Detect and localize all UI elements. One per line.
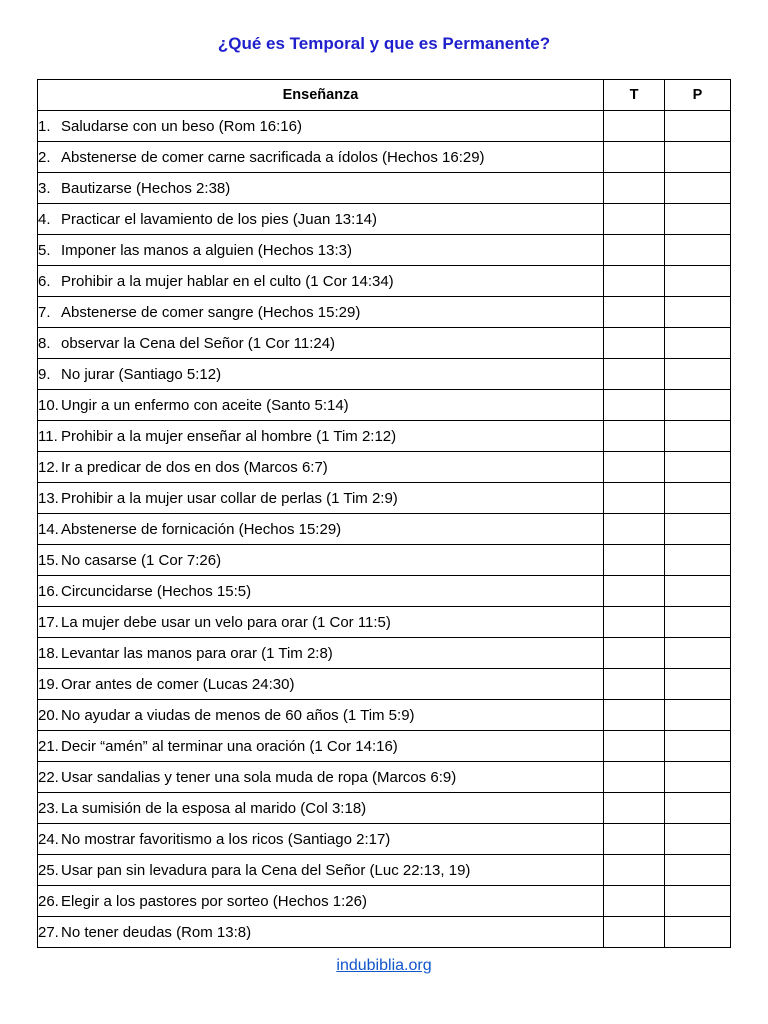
item-number: 12. bbox=[38, 458, 59, 476]
temporal-answer-cell[interactable] bbox=[604, 204, 665, 235]
item-number: 20. bbox=[38, 706, 59, 724]
table-row bbox=[38, 793, 731, 824]
item-text: Prohibir a la mujer hablar en el culto (1 Cor 14:34) bbox=[61, 272, 394, 290]
temporal-answer-cell[interactable] bbox=[604, 855, 665, 886]
item-number: 5. bbox=[38, 241, 51, 259]
item-text: Circuncidarse (Hechos 15:5) bbox=[61, 582, 252, 600]
header-permanent: P bbox=[665, 80, 731, 111]
item-text: No casarse (1 Cor 7:26) bbox=[61, 551, 222, 569]
item-text: Levantar las manos para orar (1 Tim 2:8) bbox=[61, 644, 333, 662]
item-text: Abstenerse de fornicación (Hechos 15:29) bbox=[61, 520, 342, 538]
teaching-cell bbox=[38, 669, 604, 700]
teaching-cell bbox=[38, 514, 604, 545]
item-text: No ayudar a viudas de menos de 60 años (1 Tim 5:9) bbox=[61, 706, 415, 724]
table-body bbox=[38, 111, 731, 948]
permanent-answer-cell[interactable] bbox=[665, 545, 731, 576]
permanent-answer-cell[interactable] bbox=[665, 452, 731, 483]
teaching-cell bbox=[38, 390, 604, 421]
temporal-answer-cell[interactable] bbox=[604, 917, 665, 948]
table-row bbox=[38, 762, 731, 793]
table-row bbox=[38, 855, 731, 886]
item-text: Elegir a los pastores por sorteo (Hechos 1:26) bbox=[61, 892, 367, 910]
table-row bbox=[38, 545, 731, 576]
item-number: 24. bbox=[38, 830, 59, 848]
temporal-answer-cell[interactable] bbox=[604, 607, 665, 638]
temporal-answer-cell[interactable] bbox=[604, 452, 665, 483]
temporal-answer-cell[interactable] bbox=[604, 700, 665, 731]
teaching-cell bbox=[38, 638, 604, 669]
item-text: Imponer las manos a alguien (Hechos 13:3) bbox=[61, 241, 352, 259]
teaching-cell bbox=[38, 762, 604, 793]
temporal-answer-cell[interactable] bbox=[604, 235, 665, 266]
table-row bbox=[38, 173, 731, 204]
item-number: 26. bbox=[38, 892, 59, 910]
temporal-answer-cell[interactable] bbox=[604, 576, 665, 607]
table-row bbox=[38, 421, 731, 452]
item-text: No mostrar favoritismo a los ricos (Santiago 2:17) bbox=[61, 830, 391, 848]
temporal-answer-cell[interactable] bbox=[604, 824, 665, 855]
page-title: ¿Qué es Temporal y que es Permanente? bbox=[217, 34, 551, 53]
item-text: observar la Cena del Señor (1 Cor 11:24) bbox=[61, 334, 336, 352]
item-number: 10. bbox=[38, 396, 59, 414]
teaching-cell bbox=[38, 328, 604, 359]
permanent-answer-cell[interactable] bbox=[665, 731, 731, 762]
table-header-row bbox=[38, 80, 731, 111]
table-row bbox=[38, 607, 731, 638]
temporal-answer-cell[interactable] bbox=[604, 359, 665, 390]
table-row bbox=[38, 297, 731, 328]
table-row bbox=[38, 142, 731, 173]
table-row bbox=[38, 235, 731, 266]
table-row bbox=[38, 917, 731, 948]
item-text: Prohibir a la mujer enseñar al hombre (1 Tim 2:12) bbox=[61, 427, 397, 445]
item-number: 6. bbox=[38, 272, 51, 290]
permanent-answer-cell[interactable] bbox=[665, 359, 731, 390]
table-row bbox=[38, 359, 731, 390]
temporal-answer-cell[interactable] bbox=[604, 483, 665, 514]
temporal-answer-cell[interactable] bbox=[604, 762, 665, 793]
teaching-cell bbox=[38, 266, 604, 297]
item-number: 11. bbox=[38, 427, 58, 445]
permanent-answer-cell[interactable] bbox=[665, 886, 731, 917]
permanent-answer-cell[interactable] bbox=[665, 793, 731, 824]
permanent-answer-cell[interactable] bbox=[665, 824, 731, 855]
item-text: Ir a predicar de dos en dos (Marcos 6:7) bbox=[61, 458, 328, 476]
teaching-cell bbox=[38, 793, 604, 824]
teaching-cell bbox=[38, 142, 604, 173]
item-number: 2. bbox=[38, 148, 51, 166]
item-text: Practicar el lavamiento de los pies (Juan 13:14) bbox=[61, 210, 377, 228]
temporal-answer-cell[interactable] bbox=[604, 390, 665, 421]
teaching-cell bbox=[38, 700, 604, 731]
table-row bbox=[38, 452, 731, 483]
item-text: Usar pan sin levadura para la Cena del Señor (Luc 22:13, 19) bbox=[61, 861, 471, 879]
temporal-answer-cell[interactable] bbox=[604, 111, 665, 142]
teaching-cell bbox=[38, 917, 604, 948]
table-row bbox=[38, 669, 731, 700]
table-row bbox=[38, 638, 731, 669]
footer-link[interactable]: indubiblia.org bbox=[336, 957, 432, 974]
item-number: 4. bbox=[38, 210, 51, 228]
permanent-answer-cell[interactable] bbox=[665, 111, 731, 142]
permanent-answer-cell[interactable] bbox=[665, 514, 731, 545]
item-text: Usar sandalias y tener una sola muda de ropa (Marcos 6:9) bbox=[61, 768, 457, 786]
item-number: 19. bbox=[38, 675, 59, 693]
item-number: 9. bbox=[38, 365, 51, 383]
header-temporal: T bbox=[604, 80, 665, 111]
permanent-answer-cell[interactable] bbox=[665, 762, 731, 793]
teaching-cell bbox=[38, 824, 604, 855]
temporal-answer-cell[interactable] bbox=[604, 638, 665, 669]
permanent-answer-cell[interactable] bbox=[665, 235, 731, 266]
item-text: La mujer debe usar un velo para orar (1 Cor 11:5) bbox=[61, 613, 391, 631]
item-number: 23. bbox=[38, 799, 59, 817]
table-row bbox=[38, 390, 731, 421]
permanent-answer-cell[interactable] bbox=[665, 607, 731, 638]
table-row bbox=[38, 204, 731, 235]
teaching-cell bbox=[38, 452, 604, 483]
permanent-answer-cell[interactable] bbox=[665, 576, 731, 607]
item-number: 16. bbox=[38, 582, 59, 600]
permanent-answer-cell[interactable] bbox=[665, 669, 731, 700]
item-text: Bautizarse (Hechos 2:38) bbox=[61, 179, 231, 197]
permanent-answer-cell[interactable] bbox=[665, 421, 731, 452]
temporal-answer-cell[interactable] bbox=[604, 328, 665, 359]
permanent-answer-cell[interactable] bbox=[665, 390, 731, 421]
footer bbox=[0, 957, 768, 975]
temporal-answer-cell[interactable] bbox=[604, 669, 665, 700]
item-text: La sumisión de la esposa al marido (Col 3:18) bbox=[61, 799, 367, 817]
permanent-answer-cell[interactable] bbox=[665, 483, 731, 514]
temporal-answer-cell[interactable] bbox=[604, 545, 665, 576]
item-text: Abstenerse de comer carne sacrificada a ídolos (Hechos 16:29) bbox=[61, 148, 485, 166]
teaching-cell bbox=[38, 545, 604, 576]
teaching-cell bbox=[38, 576, 604, 607]
teaching-cell bbox=[38, 111, 604, 142]
item-number: 27. bbox=[38, 923, 59, 941]
teaching-cell bbox=[38, 731, 604, 762]
item-number: 13. bbox=[38, 489, 59, 507]
item-number: 15. bbox=[38, 551, 59, 569]
table-row bbox=[38, 824, 731, 855]
temporal-answer-cell[interactable] bbox=[604, 297, 665, 328]
item-number: 1. bbox=[38, 117, 51, 135]
table-row bbox=[38, 731, 731, 762]
item-text: Prohibir a la mujer usar collar de perlas (1 Tim 2:9) bbox=[61, 489, 398, 507]
teaching-cell bbox=[38, 886, 604, 917]
temporal-answer-cell[interactable] bbox=[604, 173, 665, 204]
item-number: 14. bbox=[38, 520, 59, 538]
table-row bbox=[38, 514, 731, 545]
temporal-answer-cell[interactable] bbox=[604, 514, 665, 545]
item-number: 21. bbox=[38, 737, 59, 755]
permanent-answer-cell[interactable] bbox=[665, 142, 731, 173]
item-text: Saludarse con un beso (Rom 16:16) bbox=[61, 117, 302, 135]
header-teaching: Enseñanza bbox=[38, 80, 604, 111]
teaching-cell bbox=[38, 421, 604, 452]
permanent-answer-cell[interactable] bbox=[665, 204, 731, 235]
permanent-answer-cell[interactable] bbox=[665, 328, 731, 359]
item-text: Orar antes de comer (Lucas 24:30) bbox=[61, 675, 295, 693]
teaching-cell bbox=[38, 483, 604, 514]
temporal-answer-cell[interactable] bbox=[604, 731, 665, 762]
temporal-answer-cell[interactable] bbox=[604, 793, 665, 824]
item-number: 8. bbox=[38, 334, 51, 352]
item-number: 7. bbox=[38, 303, 51, 321]
item-text: No jurar (Santiago 5:12) bbox=[61, 365, 222, 383]
teachings-table bbox=[37, 79, 731, 948]
item-number: 18. bbox=[38, 644, 59, 662]
permanent-answer-cell[interactable] bbox=[665, 917, 731, 948]
item-number: 22. bbox=[38, 768, 59, 786]
permanent-answer-cell[interactable] bbox=[665, 297, 731, 328]
temporal-answer-cell[interactable] bbox=[604, 142, 665, 173]
item-text: No tener deudas (Rom 13:8) bbox=[61, 923, 252, 941]
table-row bbox=[38, 700, 731, 731]
item-text: Ungir a un enfermo con aceite (Santo 5:14) bbox=[61, 396, 349, 414]
table-row bbox=[38, 483, 731, 514]
temporal-answer-cell[interactable] bbox=[604, 886, 665, 917]
teaching-cell bbox=[38, 204, 604, 235]
permanent-answer-cell[interactable] bbox=[665, 638, 731, 669]
item-text: Decir “amén” al terminar una oración (1 Cor 14:16) bbox=[61, 737, 398, 755]
teaching-cell bbox=[38, 173, 604, 204]
teaching-cell bbox=[38, 359, 604, 390]
teaching-cell bbox=[38, 855, 604, 886]
temporal-answer-cell[interactable] bbox=[604, 266, 665, 297]
teaching-cell bbox=[38, 297, 604, 328]
table-row bbox=[38, 328, 731, 359]
table-row bbox=[38, 111, 731, 142]
item-text: Abstenerse de comer sangre (Hechos 15:29) bbox=[61, 303, 361, 321]
teaching-cell bbox=[38, 607, 604, 638]
permanent-answer-cell[interactable] bbox=[665, 173, 731, 204]
table-row bbox=[38, 266, 731, 297]
teaching-cell bbox=[38, 235, 604, 266]
permanent-answer-cell[interactable] bbox=[665, 700, 731, 731]
item-number: 25. bbox=[38, 861, 59, 879]
temporal-answer-cell[interactable] bbox=[604, 421, 665, 452]
permanent-answer-cell[interactable] bbox=[665, 855, 731, 886]
item-number: 3. bbox=[38, 179, 51, 197]
item-number: 17. bbox=[38, 613, 59, 631]
table-row bbox=[38, 886, 731, 917]
permanent-answer-cell[interactable] bbox=[665, 266, 731, 297]
table-row bbox=[38, 576, 731, 607]
